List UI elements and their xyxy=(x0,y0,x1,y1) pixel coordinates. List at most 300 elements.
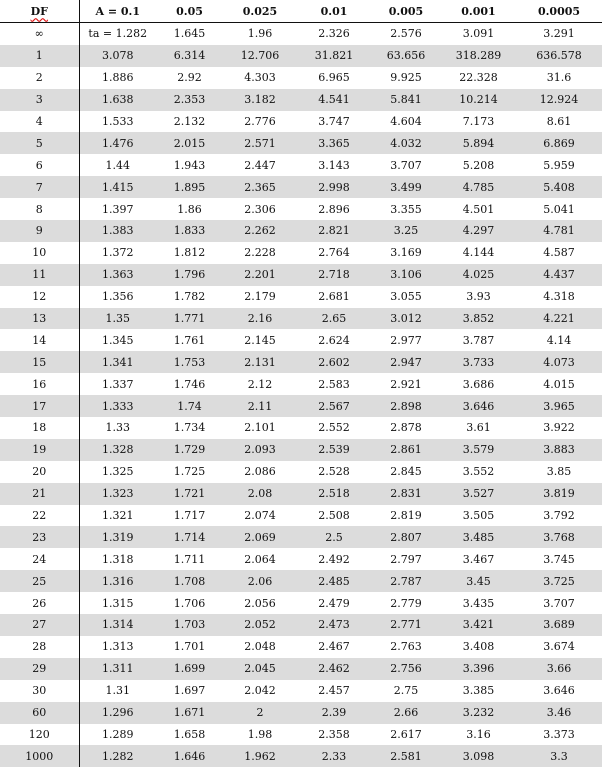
critical-value-cell: 2.624 xyxy=(318,333,350,347)
df-cell: 18 xyxy=(0,417,79,439)
table-row xyxy=(0,724,602,746)
critical-value-cell: 3.747 xyxy=(318,115,350,128)
column-header-df: DF xyxy=(0,0,79,23)
critical-value-cell: 3.169 xyxy=(390,246,422,260)
critical-value-cell: 1.753 xyxy=(156,351,223,373)
critical-value-cell: 3.143 xyxy=(318,158,350,172)
critical-value-cell: 3.106 xyxy=(371,264,441,286)
critical-value-cell: 2.447 xyxy=(244,158,276,172)
critical-value-cell: 1.706 xyxy=(173,596,206,610)
critical-value-cell: 4.501 xyxy=(462,202,495,216)
table-row xyxy=(0,242,602,264)
critical-value-cell: 3.467 xyxy=(462,552,495,566)
table-row xyxy=(0,132,602,154)
critical-value-cell: 10.214 xyxy=(441,89,516,111)
critical-value-cell: 3.646 xyxy=(543,684,575,698)
critical-value-cell: 2.581 xyxy=(371,745,441,767)
critical-value-cell: 1.734 xyxy=(173,421,206,435)
critical-value-cell: 1.533 xyxy=(102,115,134,128)
critical-value-cell: 2.845 xyxy=(390,465,422,479)
table-row xyxy=(0,483,602,505)
critical-value-cell: 1.323 xyxy=(79,483,156,505)
critical-value-cell: 2.06 xyxy=(223,570,297,592)
critical-value-cell: 4.785 xyxy=(441,176,516,198)
critical-value-cell: 2.896 xyxy=(318,202,350,216)
df-cell: 10 xyxy=(0,242,79,264)
critical-value-cell: 6.314 xyxy=(156,45,223,67)
table-row xyxy=(0,461,602,483)
critical-value-cell: 9.925 xyxy=(390,71,422,85)
df-cell: 20 xyxy=(0,461,79,483)
critical-value-cell: 2.779 xyxy=(390,596,422,610)
df-cell: 9 xyxy=(0,220,79,242)
critical-value-cell: 1.415 xyxy=(79,176,156,198)
critical-value-cell: 2.093 xyxy=(223,439,297,461)
critical-value-cell: 2.11 xyxy=(223,395,297,417)
header-row xyxy=(0,0,602,23)
critical-value-cell: 318.289 xyxy=(441,45,516,67)
table-row xyxy=(0,67,602,89)
df-cell: 15 xyxy=(0,351,79,373)
critical-value-cell: 1.333 xyxy=(79,395,156,417)
critical-value-cell: 1.321 xyxy=(102,509,134,523)
df-cell: 6 xyxy=(0,154,79,176)
critical-value-cell: 2.052 xyxy=(223,614,297,636)
critical-value-cell: 1.812 xyxy=(173,246,206,260)
critical-value-cell: 1.98 xyxy=(247,727,273,741)
critical-value-cell: 2.567 xyxy=(297,395,371,417)
critical-value-cell: 3.396 xyxy=(441,658,516,680)
critical-value-cell: 5.841 xyxy=(371,89,441,111)
critical-value-cell: 4.604 xyxy=(390,115,422,128)
critical-value-cell: 3.686 xyxy=(462,377,495,391)
critical-value-cell: 3.579 xyxy=(441,439,516,461)
critical-value-cell: 2.552 xyxy=(318,421,350,435)
critical-value-cell: 22.328 xyxy=(459,71,498,85)
critical-value-cell: 3.098 xyxy=(441,745,516,767)
df-cell: 14 xyxy=(0,329,79,351)
critical-value-cell: 3.078 xyxy=(79,45,156,67)
df-cell: 120 xyxy=(0,724,79,746)
table-row xyxy=(0,89,602,111)
critical-value-cell: 2.539 xyxy=(297,439,371,461)
critical-value-cell: 1.35 xyxy=(79,308,156,330)
table-row xyxy=(0,220,602,242)
df-cell: 23 xyxy=(0,526,79,548)
critical-value-cell: 1.658 xyxy=(173,727,206,741)
df-cell: 26 xyxy=(0,592,79,614)
critical-value-cell: 2.771 xyxy=(371,614,441,636)
critical-value-cell: 1.476 xyxy=(79,132,156,154)
table-row xyxy=(0,702,602,724)
critical-value-cell: 1.315 xyxy=(102,596,134,610)
critical-value-cell: 5.041 xyxy=(543,202,575,216)
critical-value-cell: 1.703 xyxy=(156,614,223,636)
critical-value-cell: 3.552 xyxy=(462,465,495,479)
critical-value-cell: 4.073 xyxy=(516,351,602,373)
table-row xyxy=(0,395,602,417)
critical-value-cell: 2.821 xyxy=(297,220,371,242)
critical-value-cell: 1.833 xyxy=(156,220,223,242)
critical-value-cell: 12.706 xyxy=(223,45,297,67)
critical-value-cell: 2.074 xyxy=(244,509,276,523)
critical-value-cell: 4.437 xyxy=(516,264,602,286)
table-row xyxy=(0,154,602,176)
critical-value-cell: 3.365 xyxy=(297,132,371,154)
table-body xyxy=(0,23,602,768)
critical-value-cell: 3.055 xyxy=(390,290,422,304)
critical-value-cell: 3.291 xyxy=(543,27,575,41)
critical-value-cell: 2.39 xyxy=(297,702,371,724)
critical-value-cell: 1.363 xyxy=(79,264,156,286)
critical-value-cell: 4.297 xyxy=(441,220,516,242)
critical-value-cell: 1.646 xyxy=(156,745,223,767)
critical-value-cell: 636.578 xyxy=(516,45,602,67)
critical-value-cell: 1.314 xyxy=(79,614,156,636)
critical-value-cell: 3.408 xyxy=(462,640,495,654)
critical-value-cell: 2.08 xyxy=(223,483,297,505)
table-row xyxy=(0,308,602,330)
column-header-alpha: A = 0.1 xyxy=(79,0,156,23)
critical-value-cell: 3.707 xyxy=(390,158,422,172)
critical-value-cell: 63.656 xyxy=(371,45,441,67)
table-row xyxy=(0,351,602,373)
critical-value-cell: 2.101 xyxy=(244,421,276,435)
critical-value-cell: 6.869 xyxy=(516,132,602,154)
critical-value-cell: 1.746 xyxy=(173,377,206,391)
df-cell: 27 xyxy=(0,614,79,636)
critical-value-cell: 2.064 xyxy=(244,552,276,566)
critical-value-cell: 3.768 xyxy=(516,526,602,548)
critical-value-cell: 2 xyxy=(223,702,297,724)
critical-value-cell: 4.781 xyxy=(516,220,602,242)
critical-value-cell: 1.796 xyxy=(156,264,223,286)
critical-value-cell: 2.358 xyxy=(318,727,350,741)
critical-value-cell: 5.208 xyxy=(462,158,495,172)
table-row xyxy=(0,592,602,614)
critical-value-cell: 3.527 xyxy=(441,483,516,505)
critical-value-cell: 3.091 xyxy=(462,27,495,41)
critical-value-cell: 1.318 xyxy=(102,552,134,566)
critical-value-cell: 1.341 xyxy=(79,351,156,373)
df-cell: 1 xyxy=(0,45,79,67)
critical-value-cell: 3.16 xyxy=(466,727,491,741)
critical-value-cell: 4.144 xyxy=(462,246,495,260)
column-header-alpha: 0.05 xyxy=(156,0,223,23)
critical-value-cell: 3.355 xyxy=(390,202,422,216)
critical-value-cell: 3.421 xyxy=(441,614,516,636)
critical-value-cell: 3.883 xyxy=(516,439,602,461)
table-row xyxy=(0,373,602,395)
critical-value-cell: 1.943 xyxy=(173,158,206,172)
critical-value-cell: 2.131 xyxy=(223,351,297,373)
table-row xyxy=(0,198,602,220)
critical-value-cell: 2.977 xyxy=(390,333,422,347)
critical-value-cell: 3.385 xyxy=(462,684,495,698)
critical-value-cell: 5.959 xyxy=(543,158,575,172)
critical-value-cell: 1.886 xyxy=(102,71,134,85)
critical-value-cell: 2.201 xyxy=(223,264,297,286)
critical-value-cell: 3.787 xyxy=(462,333,495,347)
critical-value-cell: 3.707 xyxy=(543,596,575,610)
table-row xyxy=(0,286,602,308)
critical-value-cell: 2.16 xyxy=(223,308,297,330)
critical-value-cell: 7.173 xyxy=(462,115,495,128)
critical-value-cell: 2.306 xyxy=(244,202,276,216)
critical-value-cell: 1.721 xyxy=(156,483,223,505)
critical-value-cell: 2.12 xyxy=(247,377,273,391)
critical-value-cell: 2.479 xyxy=(318,596,350,610)
critical-value-cell: 2.947 xyxy=(371,351,441,373)
critical-value-cell: 1.289 xyxy=(102,727,134,741)
table-row xyxy=(0,111,602,133)
critical-value-cell: 1.316 xyxy=(79,570,156,592)
critical-value-cell: 1.645 xyxy=(173,27,206,41)
critical-value-cell: 3.689 xyxy=(516,614,602,636)
df-cell: 24 xyxy=(0,548,79,570)
critical-value-cell: 2.831 xyxy=(371,483,441,505)
critical-value-cell: 3.965 xyxy=(516,395,602,417)
critical-value-cell: 1.337 xyxy=(102,377,134,391)
critical-value-cell: 3.725 xyxy=(516,570,602,592)
critical-value-cell: 2.898 xyxy=(371,395,441,417)
critical-value-cell: 2.787 xyxy=(371,570,441,592)
critical-value-cell: 4.032 xyxy=(371,132,441,154)
critical-value-cell: 3.792 xyxy=(543,509,575,523)
critical-value-cell: 4.587 xyxy=(543,246,575,260)
critical-value-cell: 1.708 xyxy=(156,570,223,592)
critical-value-cell: 1.319 xyxy=(79,526,156,548)
column-header-alpha: 0.005 xyxy=(371,0,441,23)
critical-value-cell: 2.756 xyxy=(371,658,441,680)
column-header-alpha: 0.0005 xyxy=(516,0,602,23)
critical-value-cell: 3.745 xyxy=(543,552,575,566)
table-row xyxy=(0,264,602,286)
critical-value-cell: 1.725 xyxy=(173,465,206,479)
critical-value-cell: 3.61 xyxy=(466,421,491,435)
critical-value-cell: 2.365 xyxy=(223,176,297,198)
critical-value-cell: 2.045 xyxy=(223,658,297,680)
critical-value-cell: 2.467 xyxy=(318,640,350,654)
critical-value-cell: 2.776 xyxy=(244,115,276,128)
critical-value-cell: 2.132 xyxy=(173,115,206,128)
critical-value-cell: 1.313 xyxy=(102,640,134,654)
df-cell: 8 xyxy=(0,198,79,220)
critical-value-cell: 2.528 xyxy=(318,465,350,479)
critical-value-cell: 4.303 xyxy=(244,71,276,85)
critical-value-cell: 4.221 xyxy=(516,308,602,330)
critical-value-cell: 3.85 xyxy=(546,465,572,479)
df-cell: 21 xyxy=(0,483,79,505)
critical-value-cell: 3.93 xyxy=(466,290,491,304)
critical-value-cell: 1.44 xyxy=(105,158,130,172)
critical-value-cell: 2.878 xyxy=(390,421,422,435)
critical-value-cell: 2.473 xyxy=(297,614,371,636)
critical-value-cell: 2.228 xyxy=(244,246,276,260)
critical-value-cell: 1.711 xyxy=(173,552,206,566)
df-cell: 25 xyxy=(0,570,79,592)
critical-value-cell: 1.895 xyxy=(156,176,223,198)
column-header-alpha: 0.01 xyxy=(297,0,371,23)
critical-value-cell: 4.015 xyxy=(543,377,575,391)
critical-value-cell: 3.012 xyxy=(371,308,441,330)
critical-value-cell: 1.397 xyxy=(102,202,134,216)
critical-value-cell: 12.924 xyxy=(516,89,602,111)
critical-value-cell: 2.048 xyxy=(244,640,276,654)
critical-value-cell: 2.681 xyxy=(318,290,350,304)
critical-value-cell: 1.356 xyxy=(102,290,134,304)
df-cell: 19 xyxy=(0,439,79,461)
critical-value-cell: 1.729 xyxy=(156,439,223,461)
table-row xyxy=(0,23,602,45)
critical-value-cell: 1.638 xyxy=(79,89,156,111)
critical-value-cell: 2.75 xyxy=(393,684,419,698)
critical-value-cell: 5.894 xyxy=(441,132,516,154)
critical-value-cell: 2.086 xyxy=(244,465,276,479)
critical-value-cell: 2.042 xyxy=(244,684,276,698)
critical-value-cell: 1.296 xyxy=(79,702,156,724)
critical-value-cell: 4.541 xyxy=(297,89,371,111)
critical-value-cell: 3.435 xyxy=(462,596,495,610)
critical-value-cell: 2.819 xyxy=(390,509,422,523)
df-cell: 12 xyxy=(0,286,79,308)
df-cell: 22 xyxy=(0,505,79,527)
critical-value-cell: 3.733 xyxy=(441,351,516,373)
table-row xyxy=(0,658,602,680)
critical-value-cell: 2.797 xyxy=(390,552,422,566)
critical-value-cell: 2.179 xyxy=(244,290,276,304)
column-header-alpha: 0.001 xyxy=(441,0,516,23)
critical-value-cell: 4.318 xyxy=(543,290,575,304)
critical-value-cell: 1.33 xyxy=(105,421,130,435)
critical-value-cell: 2.764 xyxy=(318,246,350,260)
critical-value-cell: 2.718 xyxy=(297,264,371,286)
table-row xyxy=(0,417,602,439)
table-row xyxy=(0,570,602,592)
critical-value-cell: 2.462 xyxy=(297,658,371,680)
table-row xyxy=(0,745,602,767)
critical-value-cell: 3.819 xyxy=(516,483,602,505)
critical-value-cell: 3.3 xyxy=(516,745,602,767)
table-row xyxy=(0,680,602,702)
critical-value-cell: 1.31 xyxy=(105,684,130,698)
critical-value-cell: 31.6 xyxy=(546,71,572,85)
critical-value-cell: 4.14 xyxy=(546,333,572,347)
critical-value-cell: 2.65 xyxy=(297,308,371,330)
critical-value-cell: 1.86 xyxy=(177,202,202,216)
critical-value-cell: 3.499 xyxy=(371,176,441,198)
table-row xyxy=(0,526,602,548)
df-cell: 2 xyxy=(0,67,79,89)
critical-value-cell: 3.46 xyxy=(516,702,602,724)
critical-value-cell: 2.262 xyxy=(223,220,297,242)
critical-value-cell: 2.583 xyxy=(318,377,350,391)
table-row xyxy=(0,636,602,658)
critical-value-cell: 1.697 xyxy=(173,684,206,698)
critical-value-cell: 1.345 xyxy=(102,333,134,347)
critical-value-cell: 1.311 xyxy=(79,658,156,680)
table-row xyxy=(0,45,602,67)
critical-value-cell: 2.492 xyxy=(318,552,350,566)
critical-value-cell: 2.069 xyxy=(223,526,297,548)
critical-value-cell: 3.646 xyxy=(441,395,516,417)
table-header xyxy=(0,0,602,23)
column-header-alpha: 0.025 xyxy=(223,0,297,23)
df-cell: 28 xyxy=(0,636,79,658)
critical-value-cell: 2.518 xyxy=(297,483,371,505)
critical-value-cell: 2.508 xyxy=(318,509,350,523)
df-cell: 30 xyxy=(0,680,79,702)
critical-value-cell: 2.326 xyxy=(318,27,350,41)
critical-value-cell: 8.61 xyxy=(546,115,572,128)
critical-value-cell: 2.617 xyxy=(390,727,422,741)
df-cell: 16 xyxy=(0,373,79,395)
table-row xyxy=(0,439,602,461)
critical-value-cell: 2.763 xyxy=(390,640,422,654)
critical-value-cell: 2.457 xyxy=(318,684,350,698)
critical-value-cell: 3.232 xyxy=(441,702,516,724)
df-cell: 60 xyxy=(0,702,79,724)
critical-value-cell: 1.383 xyxy=(79,220,156,242)
critical-value-cell: 6.965 xyxy=(318,71,350,85)
critical-value-cell: 2.66 xyxy=(371,702,441,724)
critical-value-cell: 31.821 xyxy=(297,45,371,67)
critical-value-cell: 3.45 xyxy=(441,570,516,592)
critical-value-cell: 2.056 xyxy=(244,596,276,610)
df-cell: 13 xyxy=(0,308,79,330)
critical-value-cell: 1.771 xyxy=(156,308,223,330)
df-cell: 1000 xyxy=(0,745,79,767)
table-row xyxy=(0,329,602,351)
critical-value-cell: 3.182 xyxy=(223,89,297,111)
critical-value-cell: 1.714 xyxy=(156,526,223,548)
critical-value-cell: 1.962 xyxy=(223,745,297,767)
df-cell: 4 xyxy=(0,111,79,133)
critical-value-cell: 1.782 xyxy=(173,290,206,304)
critical-value-cell: 2.5 xyxy=(297,526,371,548)
critical-value-cell: 2.353 xyxy=(156,89,223,111)
critical-value-cell: 2.576 xyxy=(390,27,422,41)
critical-value-cell: 5.408 xyxy=(516,176,602,198)
critical-value-cell: 4.025 xyxy=(441,264,516,286)
critical-value-cell: 3.505 xyxy=(462,509,495,523)
critical-value-cell: 1.325 xyxy=(102,465,134,479)
critical-value-cell: 2.145 xyxy=(244,333,276,347)
critical-value-cell: 3.66 xyxy=(516,658,602,680)
critical-value-cell: 1.328 xyxy=(79,439,156,461)
critical-value-cell: 2.807 xyxy=(371,526,441,548)
critical-value-cell: 3.852 xyxy=(441,308,516,330)
critical-value-cell: 3.922 xyxy=(543,421,575,435)
df-cell: 7 xyxy=(0,176,79,198)
critical-value-cell: 3.373 xyxy=(543,727,575,741)
df-cell: 29 xyxy=(0,658,79,680)
critical-value-cell: 1.701 xyxy=(173,640,206,654)
critical-value-cell: 1.717 xyxy=(173,509,206,523)
critical-value-cell: 1.372 xyxy=(102,246,134,260)
critical-value-cell: 2.485 xyxy=(297,570,371,592)
critical-value-cell: 2.33 xyxy=(297,745,371,767)
table-row xyxy=(0,614,602,636)
critical-value-cell: 2.861 xyxy=(371,439,441,461)
critical-value-cell: 2.602 xyxy=(297,351,371,373)
critical-value-cell: 3.674 xyxy=(543,640,575,654)
critical-value-cell: 1.96 xyxy=(247,27,273,41)
table-row xyxy=(0,548,602,570)
df-cell: 5 xyxy=(0,132,79,154)
critical-value-cell: 2.921 xyxy=(390,377,422,391)
df-cell: 11 xyxy=(0,264,79,286)
